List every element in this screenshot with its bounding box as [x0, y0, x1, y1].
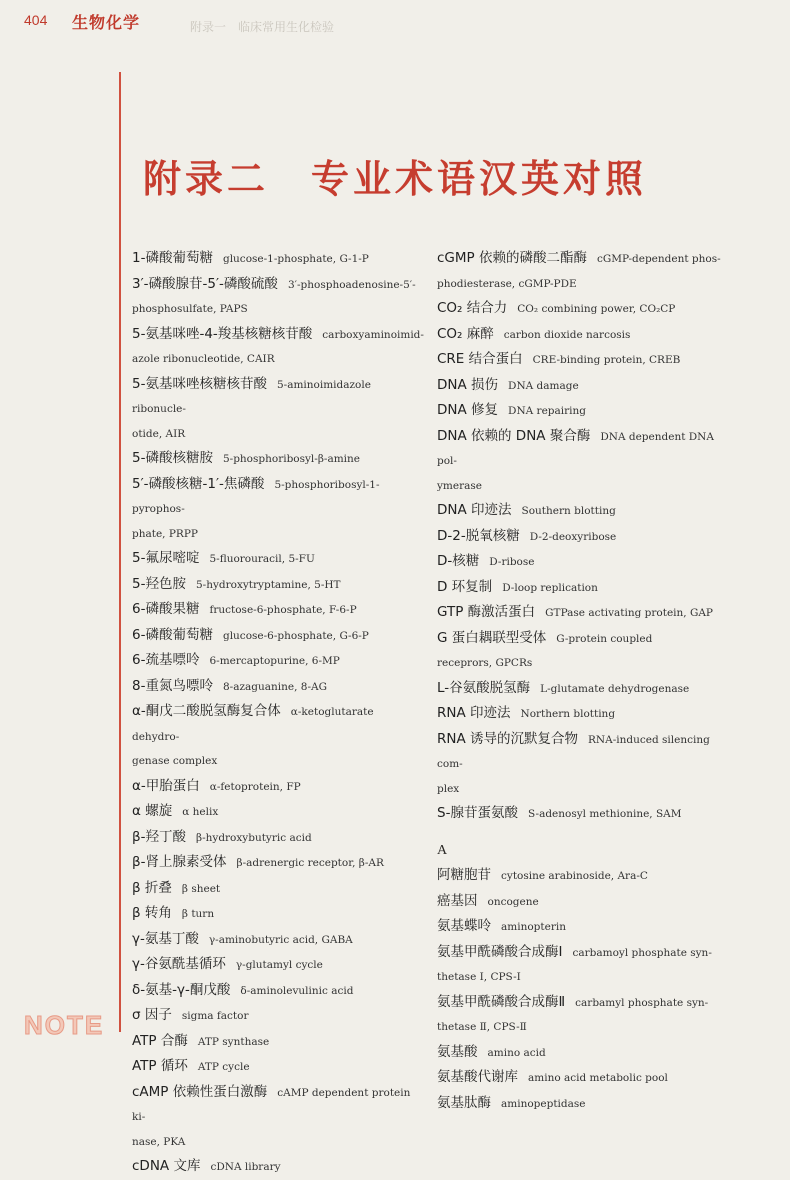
english-term: fructose-6-phosphate, F-6-P	[209, 604, 357, 616]
english-term: γ-aminobutyric acid, GABA	[208, 933, 353, 946]
chinese-term: β 转角	[132, 905, 172, 921]
chinese-term: γ-谷氨酰基循环	[132, 956, 226, 972]
english-term: D-loop replication	[502, 581, 598, 594]
chinese-term: 6-磷酸果糖	[132, 601, 200, 617]
glossary-entry	[437, 914, 729, 940]
glossary-entry	[132, 799, 424, 825]
chinese-term: σ 因子	[132, 1007, 172, 1023]
glossary-entry	[132, 272, 424, 322]
chinese-term: DNA 修复	[437, 402, 499, 418]
english-term: glucose-1-phosphate, G-1-P	[222, 253, 369, 265]
english-term: 5-phosphoribosyl-1-pyrophos-	[132, 478, 380, 515]
chinese-term: 5-氨基咪唑核糖核苷酸	[132, 375, 267, 392]
glossary-entry	[132, 927, 424, 953]
glossary-entry	[437, 801, 729, 827]
glossary-entry	[437, 727, 729, 802]
chinese-term: G 蛋白耦联型受体	[437, 629, 547, 646]
chinese-term: 6-磷酸葡萄糖	[132, 626, 213, 643]
english-term: 5-aminoimidazole ribonucle-	[132, 378, 371, 415]
chinese-term: RNA 诱导的沉默复合物	[437, 730, 579, 747]
english-term: Northern blotting	[520, 708, 616, 720]
english-term: β-hydroxybutyric acid	[196, 831, 312, 844]
page-header	[0, 0, 790, 44]
chinese-term: α 螺旋	[132, 803, 173, 819]
section-letter: A	[437, 842, 448, 858]
english-term: D-2-deoxyribose	[529, 530, 617, 543]
english-term: S-adenosyl methionine, SAM	[527, 808, 682, 820]
bleed-through-text: 附录一 临床常用生化检验	[190, 20, 335, 34]
chinese-term: 5-氨基咪唑-4-羧基核糖核苷酸	[132, 325, 313, 342]
glossary-entry	[132, 901, 424, 927]
english-term: 5-hydroxytryptamine, 5-HT	[195, 578, 341, 591]
chinese-term: 6-巯基嘌呤	[132, 652, 200, 668]
english-term: ATP cycle	[197, 1061, 250, 1073]
chinese-term: 5′-磷酸核糖-1′-焦磷酸	[132, 475, 265, 492]
glossary-entry	[437, 940, 729, 990]
chinese-term: cGMP 依赖的磷酸二酯酶	[437, 250, 587, 266]
glossary-entry	[132, 648, 424, 674]
chinese-term: 5-羟色胺	[132, 575, 186, 592]
glossary-entry	[132, 623, 424, 649]
chinese-term: 氨基肽酶	[437, 1094, 491, 1111]
chinese-term: D-2-脱氧核糖	[437, 527, 520, 544]
glossary-entry	[132, 774, 424, 800]
english-term-continuation: otide, AIR	[132, 427, 186, 440]
chinese-term: S-腺苷蛋氨酸	[437, 805, 518, 821]
glossary-entry	[437, 322, 729, 348]
glossary-entry	[132, 978, 424, 1004]
chinese-term: 氨基酸代谢库	[437, 1069, 518, 1085]
glossary-entry	[132, 1080, 424, 1155]
english-term: γ-glutamyl cycle	[235, 959, 323, 971]
glossary-entry	[132, 472, 424, 547]
chinese-term: β-肾上腺素受体	[132, 854, 227, 870]
english-term-continuation: phate, PRPP	[132, 527, 198, 540]
english-term: 5-fluorouracil, 5-FU	[209, 553, 315, 565]
chinese-term: DNA 印迹法	[437, 502, 512, 518]
english-term: cytosine arabinoside, Ara-C	[501, 870, 648, 882]
english-term: cDNA library	[210, 1161, 281, 1173]
glossary-entry	[132, 876, 424, 902]
glossary-entry	[132, 1029, 424, 1055]
glossary-entry	[437, 498, 729, 524]
english-term: G-protein coupled	[556, 632, 653, 645]
chinese-term: cDNA 文库	[132, 1158, 201, 1174]
glossary-entry	[437, 889, 729, 915]
chinese-term: GTP 酶激活蛋白	[437, 604, 536, 620]
left-column	[132, 246, 424, 1180]
english-term: δ-aminolevulinic acid	[240, 984, 354, 997]
english-term: DNA dependent DNA pol-	[437, 430, 714, 467]
chinese-term: β 折叠	[132, 879, 172, 896]
english-term: 6-mercaptopurine, 6-MP	[209, 655, 340, 667]
english-term-continuation: phodiesterase, cGMP-PDE	[437, 277, 577, 290]
chinese-term: DNA 依赖的 DNA 聚合酶	[437, 427, 591, 444]
page-number: 404	[24, 12, 48, 28]
glossary-entry	[132, 850, 424, 876]
glossary-entry	[437, 524, 729, 550]
english-term: carbon dioxide narcosis	[503, 328, 631, 341]
chinese-term: γ-氨基丁酸	[132, 930, 199, 947]
glossary-entry	[437, 990, 729, 1040]
english-term-continuation: thetase Ⅰ, CPS-Ⅰ	[437, 971, 521, 983]
english-term: β-adrenergic receptor, β-AR	[236, 857, 384, 869]
glossary-entry	[437, 424, 729, 499]
english-term: RNA-induced silencing com-	[437, 733, 710, 770]
english-term: β turn	[181, 908, 215, 920]
margin-rule	[119, 72, 121, 1032]
glossary-entry	[437, 1040, 729, 1066]
chinese-term: DNA 损伤	[437, 376, 499, 393]
english-term: carbamoyl phosphate syn-	[572, 946, 712, 959]
glossary-entry	[132, 546, 424, 572]
glossary-entry	[132, 446, 424, 472]
english-term-continuation: phosphosulfate, PAPS	[132, 303, 248, 315]
glossary-entry	[132, 246, 424, 272]
english-term: carbamyl phosphate syn-	[575, 996, 709, 1009]
page-title: 附录二 专业术语汉英对照	[142, 157, 647, 201]
chinese-term: 5-氟尿嘧啶	[132, 550, 200, 566]
glossary-entry	[437, 863, 729, 889]
english-term: amino acid metabolic pool	[528, 1072, 668, 1084]
glossary-entry	[132, 825, 424, 851]
chinese-term: 氨基甲酰磷酸合成酶Ⅰ	[437, 943, 563, 960]
glossary-entry	[437, 600, 729, 626]
english-term: aminopeptidase	[501, 1097, 586, 1110]
english-term: D-ribose	[489, 556, 535, 568]
english-term: cGMP-dependent phos-	[596, 253, 721, 265]
glossary-entry	[437, 373, 729, 399]
chinese-term: CO₂ 麻醉	[437, 325, 494, 342]
chinese-term: β-羟丁酸	[132, 828, 186, 845]
chinese-term: 5-磷酸核糖胺	[132, 450, 213, 466]
glossary-entry	[132, 1003, 424, 1029]
glossary-entry	[437, 1091, 729, 1117]
english-term: aminopterin	[501, 921, 566, 933]
glossary-entry	[437, 398, 729, 424]
english-term: L-glutamate dehydrogenase	[540, 682, 690, 695]
english-term-continuation: plex	[437, 782, 460, 795]
glossary-entry	[132, 572, 424, 598]
chinese-term: α-甲胎蛋白	[132, 777, 200, 794]
english-term-continuation: genase complex	[132, 755, 218, 767]
right-column	[437, 246, 729, 1116]
glossary-entry	[437, 575, 729, 601]
glossary-entry	[132, 322, 424, 372]
glossary-entry	[132, 952, 424, 978]
chinese-term: ATP 合酶	[132, 1032, 188, 1049]
glossary-entry	[437, 549, 729, 575]
chinese-term: 1-磷酸葡萄糖	[132, 250, 213, 266]
english-term-continuation: receprors, GPCRs	[437, 657, 533, 669]
chinese-term: δ-氨基-γ-酮戊酸	[132, 981, 231, 998]
glossary-entry	[437, 626, 729, 676]
english-term: oncogene	[487, 895, 539, 908]
chinese-term: RNA 印迹法	[437, 705, 511, 721]
english-term: α-fetoprotein, FP	[209, 780, 301, 793]
glossary-entry	[132, 372, 424, 447]
english-term: 8-azaguanine, 8-AG	[222, 680, 327, 693]
english-term-continuation: thetase Ⅱ, CPS-Ⅱ	[437, 1021, 527, 1033]
glossary-entry	[437, 246, 729, 296]
english-term: CO₂ combining power, CO₂CP	[517, 303, 676, 315]
english-term: cAMP dependent protein ki-	[132, 1086, 411, 1123]
chinese-term: α-酮戊二酸脱氢酶复合体	[132, 703, 281, 719]
book-title: 生物化学	[72, 13, 141, 32]
chinese-term: CO₂ 结合力	[437, 300, 508, 316]
chinese-term: 癌基因	[437, 892, 478, 909]
english-term: GTPase activating protein, GAP	[545, 607, 713, 619]
chinese-term: 氨基甲酰磷酸合成酶Ⅱ	[437, 993, 566, 1010]
english-term: DNA repairing	[508, 405, 586, 417]
chinese-term: D 环复制	[437, 578, 493, 595]
glossary-entry	[132, 1054, 424, 1080]
chinese-term: L-谷氨酸脱氢酶	[437, 679, 531, 696]
glossary-entry	[437, 347, 729, 373]
english-term: 3′-phosphoadenosine-5′-	[287, 278, 416, 291]
chinese-term: 8-重氮鸟嘌呤	[132, 677, 213, 694]
glossary-entry	[132, 1154, 424, 1180]
glossary-entry	[132, 597, 424, 623]
english-term: 5-phosphoribosyl-β-amine	[222, 453, 361, 465]
glossary-entry	[132, 674, 424, 700]
chinese-term: 氨基蝶呤	[437, 918, 491, 934]
glossary-entry	[437, 1065, 729, 1091]
english-term: DNA damage	[508, 379, 579, 392]
chinese-term: D-核糖	[437, 553, 480, 569]
english-term: α helix	[182, 806, 219, 818]
english-term: ATP synthase	[197, 1035, 270, 1048]
english-term: amino acid	[487, 1046, 546, 1059]
glossary-entry	[437, 701, 729, 727]
english-term-continuation: azole ribonucleotide, CAIR	[132, 353, 275, 365]
glossary-entry	[437, 296, 729, 322]
english-term: β sheet	[181, 882, 221, 895]
english-term-continuation: ymerase	[437, 479, 482, 492]
chinese-term: CRE 结合蛋白	[437, 351, 523, 367]
glossary-entry	[132, 699, 424, 774]
english-term: sigma factor	[181, 1010, 249, 1022]
chinese-term: 阿糖胞苷	[437, 867, 491, 883]
english-term: glucose-6-phosphate, G-6-P	[222, 629, 369, 642]
english-term: CRE-binding protein, CREB	[532, 354, 681, 366]
chinese-term: ATP 循环	[132, 1058, 188, 1074]
chinese-term: 氨基酸	[437, 1043, 478, 1060]
english-term: carboxyaminoimid-	[322, 328, 424, 341]
glossary-entry	[437, 676, 729, 702]
english-term-continuation: nase, PKA	[132, 1135, 186, 1148]
english-term: α-ketoglutarate dehydro-	[132, 706, 374, 743]
english-term: Southern blotting	[521, 505, 616, 517]
chinese-term: cAMP 依赖性蛋白激酶	[132, 1083, 268, 1100]
note-label: NOTE	[24, 1010, 105, 1040]
chinese-term: 3′-磷酸腺苷-5′-磷酸硫酸	[132, 275, 278, 292]
